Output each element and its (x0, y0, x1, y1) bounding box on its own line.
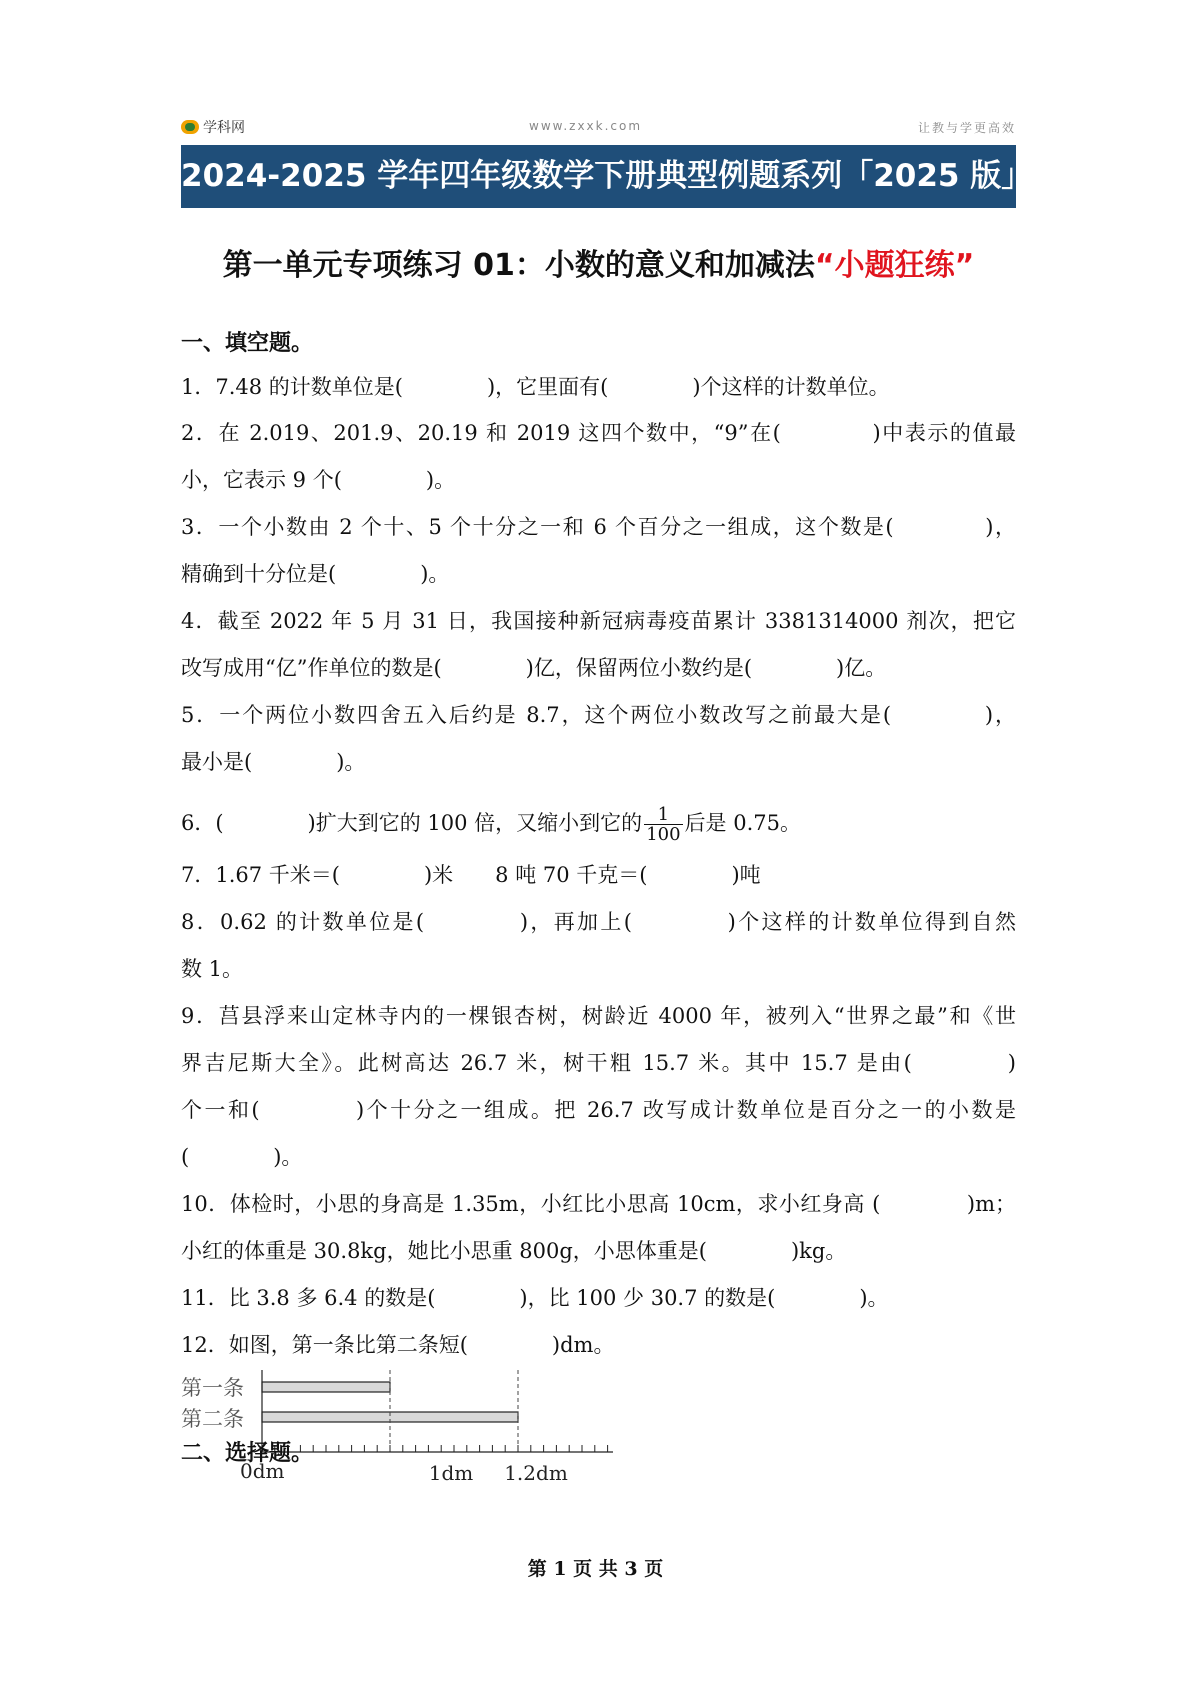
first-bar (262, 1382, 390, 1392)
axis-label-0dm: 0dm (240, 1459, 285, 1483)
banner-text: 2024-2025 学年四年级数学下册典型例题系列「2025 版」 (181, 158, 1033, 194)
section-fill-heading: 一、填空题。 (181, 331, 314, 356)
question-4-line-1: 4．截至 2022 年 5 月 31 日，我国接种新冠病毒疫苗累计 3381314000 剂次，把它 (181, 609, 1016, 633)
question-6-after: 后是 0.75。 (684, 811, 801, 835)
page-title (181, 240, 1016, 284)
title-main: 第一单元专项练习 01：小数的意义和加减法 (222, 248, 815, 283)
question-2-line-1: 2．在 2.019、201.9、20.19 和 2019 这四个数中，“9”在( )中表示的值最 (181, 421, 1016, 445)
question-8-line-2: 数 1。 (181, 957, 244, 981)
question-6 (181, 796, 1016, 850)
title-highlight: “小题狂练” (814, 248, 975, 283)
question-9-line-4: ( )。 (181, 1145, 303, 1169)
section-choice-heading: 二、选择题。 (181, 1441, 314, 1466)
question-2-line-2: 小，它表示 9 个( )。 (181, 468, 456, 492)
question-10-line-2: 小红的体重是 30.8kg，她比小思重 800g，小思体重是( )kg。 (181, 1239, 847, 1263)
question-9-line-3: 个一和( )个十分之一组成。把 26.7 改写成计数单位是百分之一的小数是 (181, 1098, 1016, 1122)
question-5-line-2: 最小是( )。 (181, 750, 366, 774)
axis-label-1-2dm: 1.2dm (504, 1461, 568, 1485)
fraction (644, 805, 682, 844)
question-9-line-1: 9．莒县浮来山定林寺内的一棵银杏树，树龄近 4000 年，被列入“世界之最”和《世 (181, 1004, 1016, 1028)
ruler-ticks (275, 1445, 608, 1452)
fraction-denominator: 100 (646, 824, 681, 845)
question-5-line-1: 5．一个两位小数四舍五入后约是 8.7，这个两位小数改写之前最大是( )， (181, 703, 1016, 727)
slogan: 让教与学更高效 (917, 121, 1016, 135)
question-3-line-1: 3．一个小数由 2 个十、5 个十分之一和 6 个百分之一组成，这个数是( )， (181, 515, 1016, 539)
logo-text: 学科网 (203, 120, 245, 136)
axis-label-1dm: 1dm (428, 1461, 474, 1485)
question-6-before: 6．( )扩大到它的 100 倍，又缩小到它的 (181, 811, 643, 835)
question-7: 7．1.67 千米＝( )米 8 吨 70 千克＝( )吨 (181, 863, 761, 887)
logo-icon (181, 120, 199, 134)
question-10-line-1: 10．体检时，小思的身高是 1.35m，小红比小思高 10cm，求小红身高 ( )m； (181, 1192, 1016, 1216)
series-banner (181, 145, 1033, 208)
question-12-figure (181, 1370, 621, 1485)
label-first-bar: 第一条 (181, 1376, 244, 1400)
page-footer: 第 1 页 共 3 页 (527, 1558, 664, 1580)
question-1: 1．7.48 的计数单位是( )，它里面有( )个这样的计数单位。 (181, 375, 890, 399)
question-12: 12．如图，第一条比第二条短( )dm。 (181, 1333, 615, 1357)
question-9-line-2: 界吉尼斯大全》。此树高达 26.7 米，树干粗 15.7 米。其中 15.7 是由( ) (181, 1051, 1016, 1075)
page-header (181, 117, 1016, 139)
question-4-line-2: 改写成用“亿”作单位的数是( )亿，保留两位小数约是( )亿。 (181, 656, 887, 680)
question-3-line-2: 精确到十分位是( )。 (181, 562, 450, 586)
fraction-numerator: 1 (644, 805, 682, 825)
logo (181, 117, 245, 137)
question-8-line-1: 8．0.62 的计数单位是( )，再加上( )个这样的计数单位得到自然 (181, 910, 1016, 934)
site-url: www.zxxk.com (529, 119, 643, 133)
label-second-bar: 第二条 (181, 1407, 244, 1431)
question-11: 11．比 3.8 多 6.4 的数是( )，比 100 少 30.7 的数是( )。 (181, 1286, 889, 1310)
